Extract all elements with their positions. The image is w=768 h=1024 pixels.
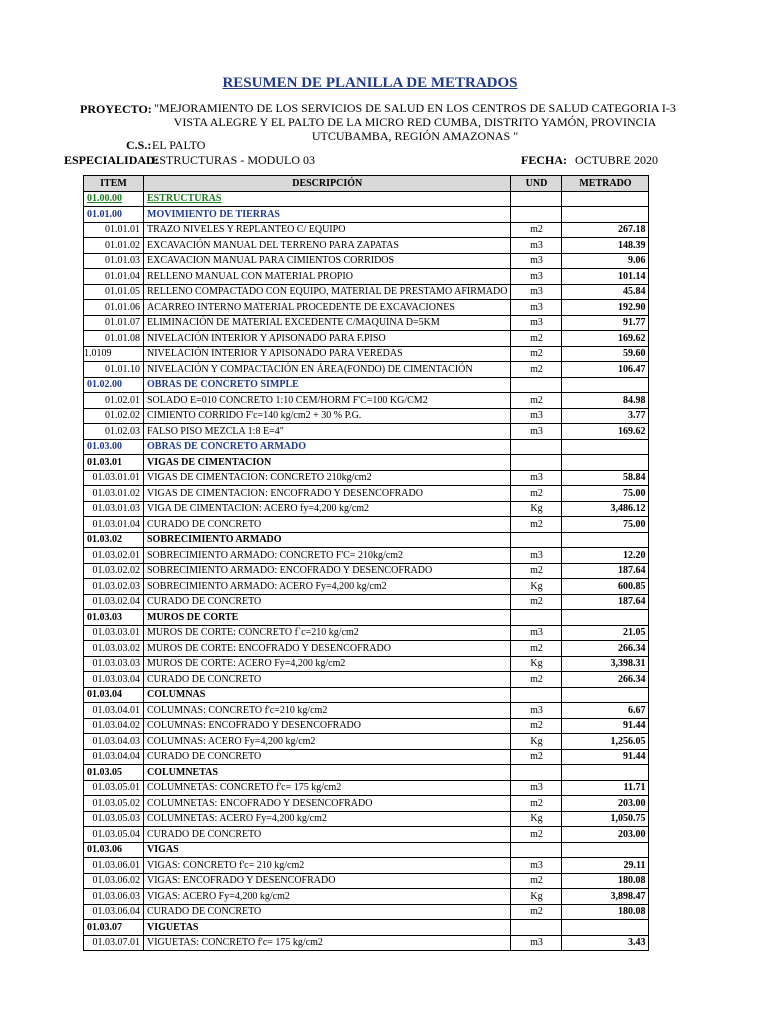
metrado-cell: 101.14 — [562, 269, 649, 285]
table-row — [84, 532, 649, 548]
item-cell: 01.03.06.03 — [84, 889, 144, 905]
unit-cell: m2 — [511, 672, 562, 688]
item-cell: 01.01.10 — [84, 362, 144, 378]
description-cell: NIVELACIÓN Y COMPACTACIÓN EN ÁREA(FONDO) DE CIMENTACIÓN — [144, 362, 511, 378]
item-cell: 01.03.02.03 — [84, 579, 144, 595]
table-row — [84, 238, 649, 254]
description-cell: VIGA DE CIMENTACION: ACERO fy=4,200 kg/cm2 — [144, 501, 511, 517]
item-cell: 01.01.02 — [84, 238, 144, 254]
metrado-cell: 75.00 — [562, 486, 649, 502]
unit-cell: m2 — [511, 718, 562, 734]
document-title: RESUMEN DE PLANILLA DE METRADOS — [222, 75, 518, 91]
item-cell: 01.03.00 — [84, 439, 144, 455]
unit-cell — [511, 455, 562, 471]
column-header-metrado: METRADO — [562, 176, 649, 192]
cs-label: C.S.: — [126, 138, 152, 152]
metrado-cell: 106.47 — [562, 362, 649, 378]
item-cell: 01.01.05 — [84, 284, 144, 300]
unit-cell: Kg — [511, 579, 562, 595]
unit-cell — [511, 439, 562, 455]
unit-cell: m2 — [511, 362, 562, 378]
unit-cell: Kg — [511, 811, 562, 827]
table-row — [84, 207, 649, 223]
table-row — [84, 424, 649, 440]
unit-cell: m2 — [511, 827, 562, 843]
metrado-cell: 91.44 — [562, 749, 649, 765]
unit-cell — [511, 610, 562, 626]
metrado-cell — [562, 687, 649, 703]
description-cell: VIGAS DE CIMENTACION: CONCRETO 210kg/cm2 — [144, 470, 511, 486]
item-cell: 01.03.06.04 — [84, 904, 144, 920]
item-cell: 01.03.02.01 — [84, 548, 144, 564]
table-row — [84, 362, 649, 378]
metrado-cell: 75.00 — [562, 517, 649, 533]
table-row — [84, 625, 649, 641]
fecha-label: FECHA: — [521, 153, 567, 167]
item-cell: 01.03.03 — [84, 610, 144, 626]
especialidad-value: ESTRUCTURAS - MODULO 03 — [152, 153, 316, 167]
unit-cell: m3 — [511, 625, 562, 641]
table-row — [84, 486, 649, 502]
table-row — [84, 749, 649, 765]
description-cell: FALSO PISO MEZCLA 1:8 E=4" — [144, 424, 511, 440]
description-cell: MUROS DE CORTE: CONCRETO f`c=210 kg/cm2 — [144, 625, 511, 641]
metrado-cell: 91.44 — [562, 718, 649, 734]
table-row — [84, 393, 649, 409]
metrado-cell — [562, 207, 649, 223]
unit-cell: m3 — [511, 253, 562, 269]
metrado-cell — [562, 842, 649, 858]
item-cell: 01.03.01.03 — [84, 501, 144, 517]
proyecto-text: "MEJORAMIENTO DE LOS SERVICIOS DE SALUD EN LOS CENTROS DE SALUD CATEGORIA I-3 VISTA ALEGRE Y EL PALTO DE LA MICRO RED CUMBA, DISTRITO YAMÓN, PROVINCIA UTCUBAMBA, REGIÓN AMAZONAS " — [154, 101, 676, 143]
description-cell: SOBRECIMIENTO ARMADO: ENCOFRADO Y DESENCOFRADO — [144, 563, 511, 579]
table-row — [84, 455, 649, 471]
table-row — [84, 656, 649, 672]
description-cell: VIGAS: CONCRETO f'c= 210 kg/cm2 — [144, 858, 511, 874]
unit-cell: m2 — [511, 346, 562, 362]
unit-cell: m3 — [511, 300, 562, 316]
item-cell: 01.03.02.02 — [84, 563, 144, 579]
column-header-descripcion: DESCRIPCIÓN — [144, 176, 511, 192]
unit-cell: Kg — [511, 889, 562, 905]
description-cell: CURADO DE CONCRETO — [144, 672, 511, 688]
metrado-cell: 11.71 — [562, 780, 649, 796]
unit-cell — [511, 920, 562, 936]
unit-cell: m3 — [511, 269, 562, 285]
unit-cell: m2 — [511, 222, 562, 238]
item-cell: 01.03.04.04 — [84, 749, 144, 765]
metrado-cell: 59.60 — [562, 346, 649, 362]
item-cell: 01.03.05.03 — [84, 811, 144, 827]
item-cell: 01.03.01.04 — [84, 517, 144, 533]
item-cell: 01.03.04.03 — [84, 734, 144, 750]
metrado-cell: 192.90 — [562, 300, 649, 316]
description-cell: ACARREO INTERNO MATERIAL PROCEDENTE DE EXCAVACIONES — [144, 300, 511, 316]
metrado-cell: 1,256.05 — [562, 734, 649, 750]
description-cell: VIGAS: ENCOFRADO Y DESENCOFRADO — [144, 873, 511, 889]
item-cell: 01.03.07.01 — [84, 935, 144, 951]
column-header-und: UND — [511, 176, 562, 192]
metrado-cell: 45.84 — [562, 284, 649, 300]
item-cell: 01.03.06.01 — [84, 858, 144, 874]
item-cell: 01.01.06 — [84, 300, 144, 316]
metrado-cell: 180.08 — [562, 904, 649, 920]
table-row — [84, 610, 649, 626]
table-row — [84, 501, 649, 517]
item-cell: 01.01.04 — [84, 269, 144, 285]
unit-cell: Kg — [511, 501, 562, 517]
table-row — [84, 641, 649, 657]
item-cell: 01.03.06.02 — [84, 873, 144, 889]
metrado-cell: 21.05 — [562, 625, 649, 641]
table-row — [84, 253, 649, 269]
table-header-row — [84, 176, 649, 192]
description-cell: MUROS DE CORTE: ENCOFRADO Y DESENCOFRADO — [144, 641, 511, 657]
metrado-cell: 3.77 — [562, 408, 649, 424]
item-cell: 01.03.03.03 — [84, 656, 144, 672]
unit-cell: m3 — [511, 548, 562, 564]
table-row — [84, 672, 649, 688]
unit-cell: m3 — [511, 238, 562, 254]
item-cell: 01.02.00 — [84, 377, 144, 393]
table-row — [84, 517, 649, 533]
description-cell: VIGAS DE CIMENTACION: ENCOFRADO Y DESENCOFRADO — [144, 486, 511, 502]
metrado-cell — [562, 610, 649, 626]
metrado-cell: 9.06 — [562, 253, 649, 269]
table-row — [84, 858, 649, 874]
unit-cell: m2 — [511, 594, 562, 610]
metrado-cell — [562, 439, 649, 455]
description-cell: SOLADO E=010 CONCRETO 1:10 CEM/HORM F'C=100 KG/CM2 — [144, 393, 511, 409]
metrado-cell: 12.20 — [562, 548, 649, 564]
table-row — [84, 594, 649, 610]
table-row — [84, 811, 649, 827]
table-row — [84, 842, 649, 858]
description-cell: MOVIMIENTO DE TIERRAS — [144, 207, 511, 223]
description-cell: OBRAS DE CONCRETO ARMADO — [144, 439, 511, 455]
description-cell: SOBRECIMIENTO ARMADO: CONCRETO F'C= 210kg/cm2 — [144, 548, 511, 564]
item-cell: 01.01.08 — [84, 331, 144, 347]
table-row — [84, 284, 649, 300]
metrado-cell: 169.62 — [562, 331, 649, 347]
table-row — [84, 548, 649, 564]
metrado-cell: 3,486.12 — [562, 501, 649, 517]
metrado-cell: 266.34 — [562, 641, 649, 657]
cs-value: EL PALTO — [152, 138, 206, 152]
item-cell: 01.03.04.02 — [84, 718, 144, 734]
item-cell: 01.03.01 — [84, 455, 144, 471]
unit-cell: m3 — [511, 780, 562, 796]
description-cell: VIGUETAS: CONCRETO f'c= 175 kg/cm2 — [144, 935, 511, 951]
metrado-cell: 169.62 — [562, 424, 649, 440]
table-row — [84, 315, 649, 331]
description-cell: VIGAS — [144, 842, 511, 858]
description-cell: MUROS DE CORTE — [144, 610, 511, 626]
description-cell: EXCAVACIÓN MANUAL DEL TERRENO PARA ZAPATAS — [144, 238, 511, 254]
item-cell: 01.01.00 — [84, 207, 144, 223]
item-cell: 01.03.04 — [84, 687, 144, 703]
description-cell: EXCAVACION MANUAL PARA CIMIENTOS CORRIDOS — [144, 253, 511, 269]
metrado-cell — [562, 532, 649, 548]
item-cell: 01.03.03.01 — [84, 625, 144, 641]
column-header-item: ITEM — [84, 176, 144, 192]
metrado-cell: 3.43 — [562, 935, 649, 951]
table-row — [84, 718, 649, 734]
metrado-cell: 203.00 — [562, 827, 649, 843]
table-row — [84, 889, 649, 905]
metrado-cell: 91.77 — [562, 315, 649, 331]
metrado-cell: 148.39 — [562, 238, 649, 254]
metrado-cell: 267.18 — [562, 222, 649, 238]
unit-cell — [511, 765, 562, 781]
metrado-cell — [562, 377, 649, 393]
unit-cell: m3 — [511, 470, 562, 486]
unit-cell: m2 — [511, 331, 562, 347]
description-cell: COLUMNAS — [144, 687, 511, 703]
table-row — [84, 300, 649, 316]
description-cell: COLUMNETAS — [144, 765, 511, 781]
unit-cell: m2 — [511, 486, 562, 502]
description-cell: COLUMNETAS: ENCOFRADO Y DESENCOFRADO — [144, 796, 511, 812]
description-cell: CURADO DE CONCRETO — [144, 827, 511, 843]
metrado-cell: 6.67 — [562, 703, 649, 719]
table-row — [84, 765, 649, 781]
table-row — [84, 563, 649, 579]
description-cell: VIGAS DE CIMENTACION — [144, 455, 511, 471]
table-row — [84, 408, 649, 424]
unit-cell — [511, 842, 562, 858]
description-cell: NIVELACIÓN INTERIOR Y APISONADO PARA VEREDAS — [144, 346, 511, 362]
unit-cell — [511, 532, 562, 548]
unit-cell: m3 — [511, 858, 562, 874]
fecha-value: OCTUBRE 2020 — [575, 153, 659, 167]
proyecto-label: PROYECTO: — [80, 102, 152, 116]
unit-cell — [511, 207, 562, 223]
unit-cell: m3 — [511, 408, 562, 424]
metrado-cell — [562, 765, 649, 781]
unit-cell — [511, 377, 562, 393]
description-cell: OBRAS DE CONCRETO SIMPLE — [144, 377, 511, 393]
unit-cell: m3 — [511, 315, 562, 331]
description-cell: CURADO DE CONCRETO — [144, 749, 511, 765]
table-row — [84, 579, 649, 595]
description-cell: SOBRECIMIENTO ARMADO: ACERO Fy=4,200 kg/cm2 — [144, 579, 511, 595]
table-body — [84, 191, 649, 951]
table-row — [84, 687, 649, 703]
metrado-cell: 180.08 — [562, 873, 649, 889]
description-cell: COLUMNETAS: ACERO Fy=4,200 kg/cm2 — [144, 811, 511, 827]
table-row — [84, 780, 649, 796]
table-row — [84, 222, 649, 238]
unit-cell: m2 — [511, 873, 562, 889]
description-cell: VIGAS: ACERO Fy=4,200 kg/cm2 — [144, 889, 511, 905]
item-cell: 01.01.01 — [84, 222, 144, 238]
table-row — [84, 470, 649, 486]
unit-cell: m2 — [511, 749, 562, 765]
description-cell: VIGUETAS — [144, 920, 511, 936]
metrado-cell — [562, 920, 649, 936]
description-cell: MUROS DE CORTE: ACERO Fy=4,200 kg/cm2 — [144, 656, 511, 672]
unit-cell: m3 — [511, 935, 562, 951]
metrado-cell: 266.34 — [562, 672, 649, 688]
table-row — [84, 904, 649, 920]
table-row — [84, 191, 649, 207]
description-cell: COLUMNAS: ACERO Fy=4,200 kg/cm2 — [144, 734, 511, 750]
metrado-cell: 600.85 — [562, 579, 649, 595]
table-row — [84, 873, 649, 889]
table-row — [84, 439, 649, 455]
unit-cell: m2 — [511, 796, 562, 812]
table-row — [84, 703, 649, 719]
description-cell: COLUMNETAS: CONCRETO f'c= 175 kg/cm2 — [144, 780, 511, 796]
unit-cell: Kg — [511, 656, 562, 672]
metrado-cell: 187.64 — [562, 563, 649, 579]
unit-cell: m3 — [511, 703, 562, 719]
description-cell: COLUMNAS: ENCOFRADO Y DESENCOFRADO — [144, 718, 511, 734]
table-row — [84, 331, 649, 347]
metrado-cell: 203.00 — [562, 796, 649, 812]
table-row — [84, 269, 649, 285]
item-cell: 01.03.01.02 — [84, 486, 144, 502]
item-cell: 01.03.05 — [84, 765, 144, 781]
item-cell: 01.03.01.01 — [84, 470, 144, 486]
description-cell: ELIMINACIÓN DE MATERIAL EXCEDENTE C/MAQUINA D=5KM — [144, 315, 511, 331]
description-cell: COLUMNAS: CONCRETO f'c=210 kg/cm2 — [144, 703, 511, 719]
description-cell: ESTRUCTURAS — [144, 191, 511, 207]
description-cell: TRAZO NIVELES Y REPLANTEO C/ EQUIPO — [144, 222, 511, 238]
unit-cell: m2 — [511, 641, 562, 657]
table-row — [84, 920, 649, 936]
item-cell: 01.01.07 — [84, 315, 144, 331]
description-cell: NIVELACIÓN INTERIOR Y APISONADO PARA F.PISO — [144, 331, 511, 347]
item-cell: 01.01.03 — [84, 253, 144, 269]
item-cell: 01.03.04.01 — [84, 703, 144, 719]
description-cell: RELLENO MANUAL CON MATERIAL PROPIO — [144, 269, 511, 285]
unit-cell: Kg — [511, 734, 562, 750]
item-cell: 01.03.06 — [84, 842, 144, 858]
metrado-cell: 3,398.31 — [562, 656, 649, 672]
unit-cell: m2 — [511, 393, 562, 409]
unit-cell: m3 — [511, 424, 562, 440]
description-cell: RELLENO COMPACTADO CON EQUIPO, MATERIAL DE PRESTAMO AFIRMADO — [144, 284, 511, 300]
especialidad-label: ESPECIALIDAD: — [64, 153, 159, 167]
item-cell: 01.03.03.02 — [84, 641, 144, 657]
item-cell: 01.02.01 — [84, 393, 144, 409]
table-row — [84, 377, 649, 393]
item-cell: 1.0109 — [84, 346, 144, 362]
metrado-cell: 84.98 — [562, 393, 649, 409]
item-cell: 01.02.03 — [84, 424, 144, 440]
unit-cell: m2 — [511, 517, 562, 533]
item-cell: 01.03.05.04 — [84, 827, 144, 843]
metrado-cell — [562, 191, 649, 207]
metrados-table — [83, 175, 649, 951]
unit-cell — [511, 191, 562, 207]
metrado-cell — [562, 455, 649, 471]
metrado-cell: 3,898.47 — [562, 889, 649, 905]
unit-cell: m2 — [511, 904, 562, 920]
table-row — [84, 827, 649, 843]
table-row — [84, 734, 649, 750]
description-cell: CIMIENTO CORRIDO F'c=140 kg/cm2 + 30 % P.G. — [144, 408, 511, 424]
description-cell: CURADO DE CONCRETO — [144, 594, 511, 610]
table-row — [84, 935, 649, 951]
metrado-cell: 29.11 — [562, 858, 649, 874]
metrado-cell: 1,050.75 — [562, 811, 649, 827]
item-cell: 01.02.02 — [84, 408, 144, 424]
description-cell: CURADO DE CONCRETO — [144, 517, 511, 533]
item-cell: 01.03.03.04 — [84, 672, 144, 688]
item-cell: 01.00.00 — [84, 191, 144, 207]
item-cell: 01.03.02.04 — [84, 594, 144, 610]
metrado-cell: 187.64 — [562, 594, 649, 610]
description-cell: CURADO DE CONCRETO — [144, 904, 511, 920]
item-cell: 01.03.05.01 — [84, 780, 144, 796]
description-cell: SOBRECIMIENTO ARMADO — [144, 532, 511, 548]
table-row — [84, 346, 649, 362]
item-cell: 01.03.07 — [84, 920, 144, 936]
unit-cell — [511, 687, 562, 703]
metrado-cell: 58.84 — [562, 470, 649, 486]
unit-cell: m2 — [511, 563, 562, 579]
table-row — [84, 796, 649, 812]
item-cell: 01.03.02 — [84, 532, 144, 548]
item-cell: 01.03.05.02 — [84, 796, 144, 812]
unit-cell: m3 — [511, 284, 562, 300]
